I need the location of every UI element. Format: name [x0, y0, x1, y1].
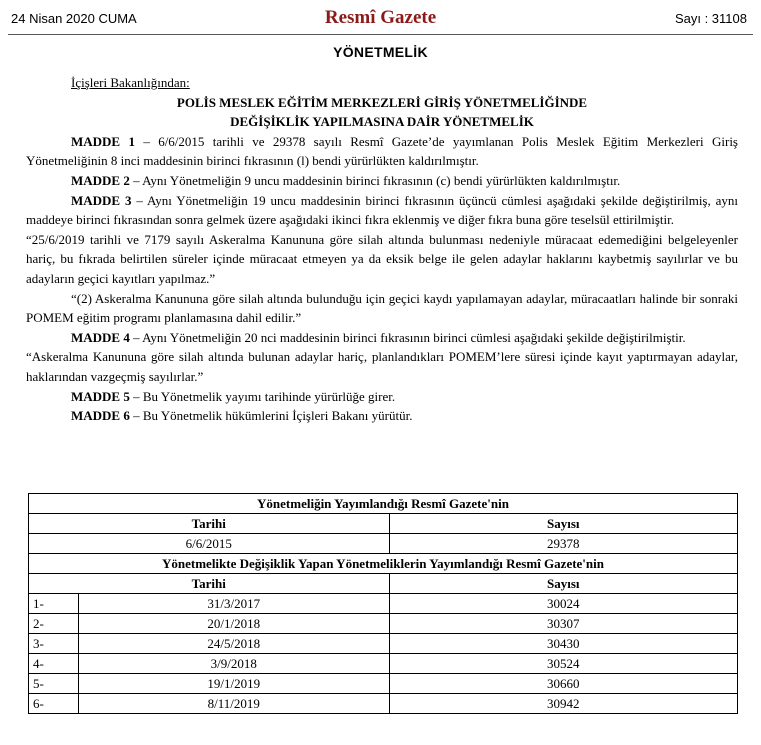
- article-1: [26, 132, 738, 171]
- article-2-label: MADDE 2: [71, 172, 130, 188]
- row-number: 30307: [389, 614, 738, 634]
- row-date: 24/5/2018: [78, 634, 389, 654]
- article-5: [26, 387, 738, 407]
- article-6-text: – Bu Yönetmelik hükümlerini İçişleri Bakanı yürütür.: [129, 408, 413, 424]
- row-index: 2-: [29, 614, 79, 634]
- row-date: 31/3/2017: [78, 594, 389, 614]
- row-date: 3/9/2018: [78, 654, 389, 674]
- table-row: [29, 654, 738, 674]
- article-4-label: MADDE 4: [71, 329, 130, 345]
- table-row: [29, 594, 738, 614]
- row-number: 30024: [389, 594, 738, 614]
- article-6: [26, 406, 738, 426]
- table-title-original: Yönetmeliğin Yayımlandığı Resmî Gazete'nin: [29, 494, 738, 514]
- column-header-date: Tarihi: [29, 574, 390, 594]
- article-1-label: MADDE 1: [71, 133, 135, 149]
- row-number: 30430: [389, 634, 738, 654]
- article-2-text: – Aynı Yönetmeliğin 9 uncu maddesinin birinci fıkrasının (c) bendi yürürlükten kaldırılmıştır.: [129, 172, 621, 188]
- article-4-text: – Aynı Yönetmeliğin 20 nci maddesinin birinci fıkrasının birinci cümlesi aşağıdaki şekilde değiştirilmiştir.: [129, 329, 686, 345]
- row-date: 8/11/2019: [78, 694, 389, 714]
- table-row: [29, 694, 738, 714]
- row-date: 19/1/2019: [78, 674, 389, 694]
- table-row: [29, 614, 738, 634]
- article-5-label: MADDE 5: [71, 388, 130, 404]
- institution-name: İçişleri Bakanlığından:: [71, 75, 190, 90]
- column-header-number: Sayısı: [389, 514, 738, 534]
- article-3-label: MADDE 3: [71, 192, 132, 208]
- column-header-number: Sayısı: [389, 574, 738, 594]
- table-row: [29, 674, 738, 694]
- gazette-title: Resmî Gazete: [324, 7, 437, 28]
- row-index: 6-: [29, 694, 79, 714]
- table-row: [29, 634, 738, 654]
- issue-date: 24 Nisan 2020 CUMA: [11, 11, 137, 26]
- article-3-text: – Aynı Yönetmeliğin 19 uncu maddesinin birinci fıkrasının üçüncü cümlesi aşağıdaki şekilde değiştirilmiş, aynı maddeye birinci fıkrasından sonra gelmek üzere aşağıdaki ikinci fıkra eklenmiş ve diğer fıkra buna göre teselsül ettirilmiştir.: [26, 192, 739, 228]
- row-index: 1-: [29, 594, 79, 614]
- article-6-label: MADDE 6: [71, 408, 130, 424]
- quote-3: “Askeralma Kanununa göre silah altında bulunan adaylar hariç, planlandıkları POMEM’lere süresi içinde kayıt yaptırmayan adaylar, haklarından vazgeçmiş sayılırlar.”: [26, 349, 738, 384]
- original-number: 29378: [389, 534, 738, 554]
- regulation-body: [26, 73, 738, 426]
- row-number: 30524: [389, 654, 738, 674]
- row-number: 30660: [389, 674, 738, 694]
- quote-1: “25/6/2019 tarihli ve 7179 sayılı Askeralma Kanununa göre silah altında bulunması nedeniyle müracaat edemediğini belgeleyenler hariç, bu fıkrada belirtilen süreler içinde müracaat etmeyen ya da eksik belge ile gelen adaylar haklarını kaybetmiş sayılırlar ve bu adayların geçici kayıtları yapılmaz.”: [26, 231, 738, 286]
- table-title-amendments: Yönetmelikte Değişiklik Yapan Yönetmeliklerin Yayımlandığı Resmî Gazete'nin: [29, 554, 738, 574]
- section-heading: YÖNETMELİK: [333, 44, 428, 60]
- issue-number: Sayı : 31108: [674, 11, 747, 26]
- article-5-text: – Bu Yönetmelik yayımı tarihinde yürürlüğe girer.: [129, 388, 396, 404]
- article-1-text: – 6/6/2015 tarihli ve 29378 sayılı Resmî Gazete’de yayımlanan Polis Meslek Eğitim Merkezleri Giriş Yönetmeliğinin 8 inci maddesinin birinci fıkrasının (l) bendi yürürlükten kaldırılmıştır.: [26, 133, 738, 169]
- article-3: [26, 191, 738, 230]
- gazette-header: [8, 6, 753, 35]
- row-index: 5-: [29, 674, 79, 694]
- row-number: 30942: [389, 694, 738, 714]
- quote-2: “(2) Askeralma Kanununa göre silah altında bulunduğu için geçici kaydı yapılamayan adaylar, müracaatları halinde bir sonraki POMEM eğitim programı planlamasına dahil edilir.”: [26, 290, 738, 326]
- article-4: [26, 328, 738, 348]
- article-2: [26, 171, 738, 191]
- row-index: 4-: [29, 654, 79, 674]
- regulation-title-line-2: DEĞİŞİKLİK YAPILMASINA DAİR YÖNETMELİK: [230, 114, 534, 130]
- publication-table: [28, 493, 738, 714]
- row-index: 3-: [29, 634, 79, 654]
- column-header-date: Tarihi: [29, 514, 390, 534]
- original-date: 6/6/2015: [29, 534, 390, 554]
- row-date: 20/1/2018: [78, 614, 389, 634]
- regulation-title-line-1: POLİS MESLEK EĞİTİM MERKEZLERİ GİRİŞ YÖNETMELİĞİNDE: [176, 94, 588, 110]
